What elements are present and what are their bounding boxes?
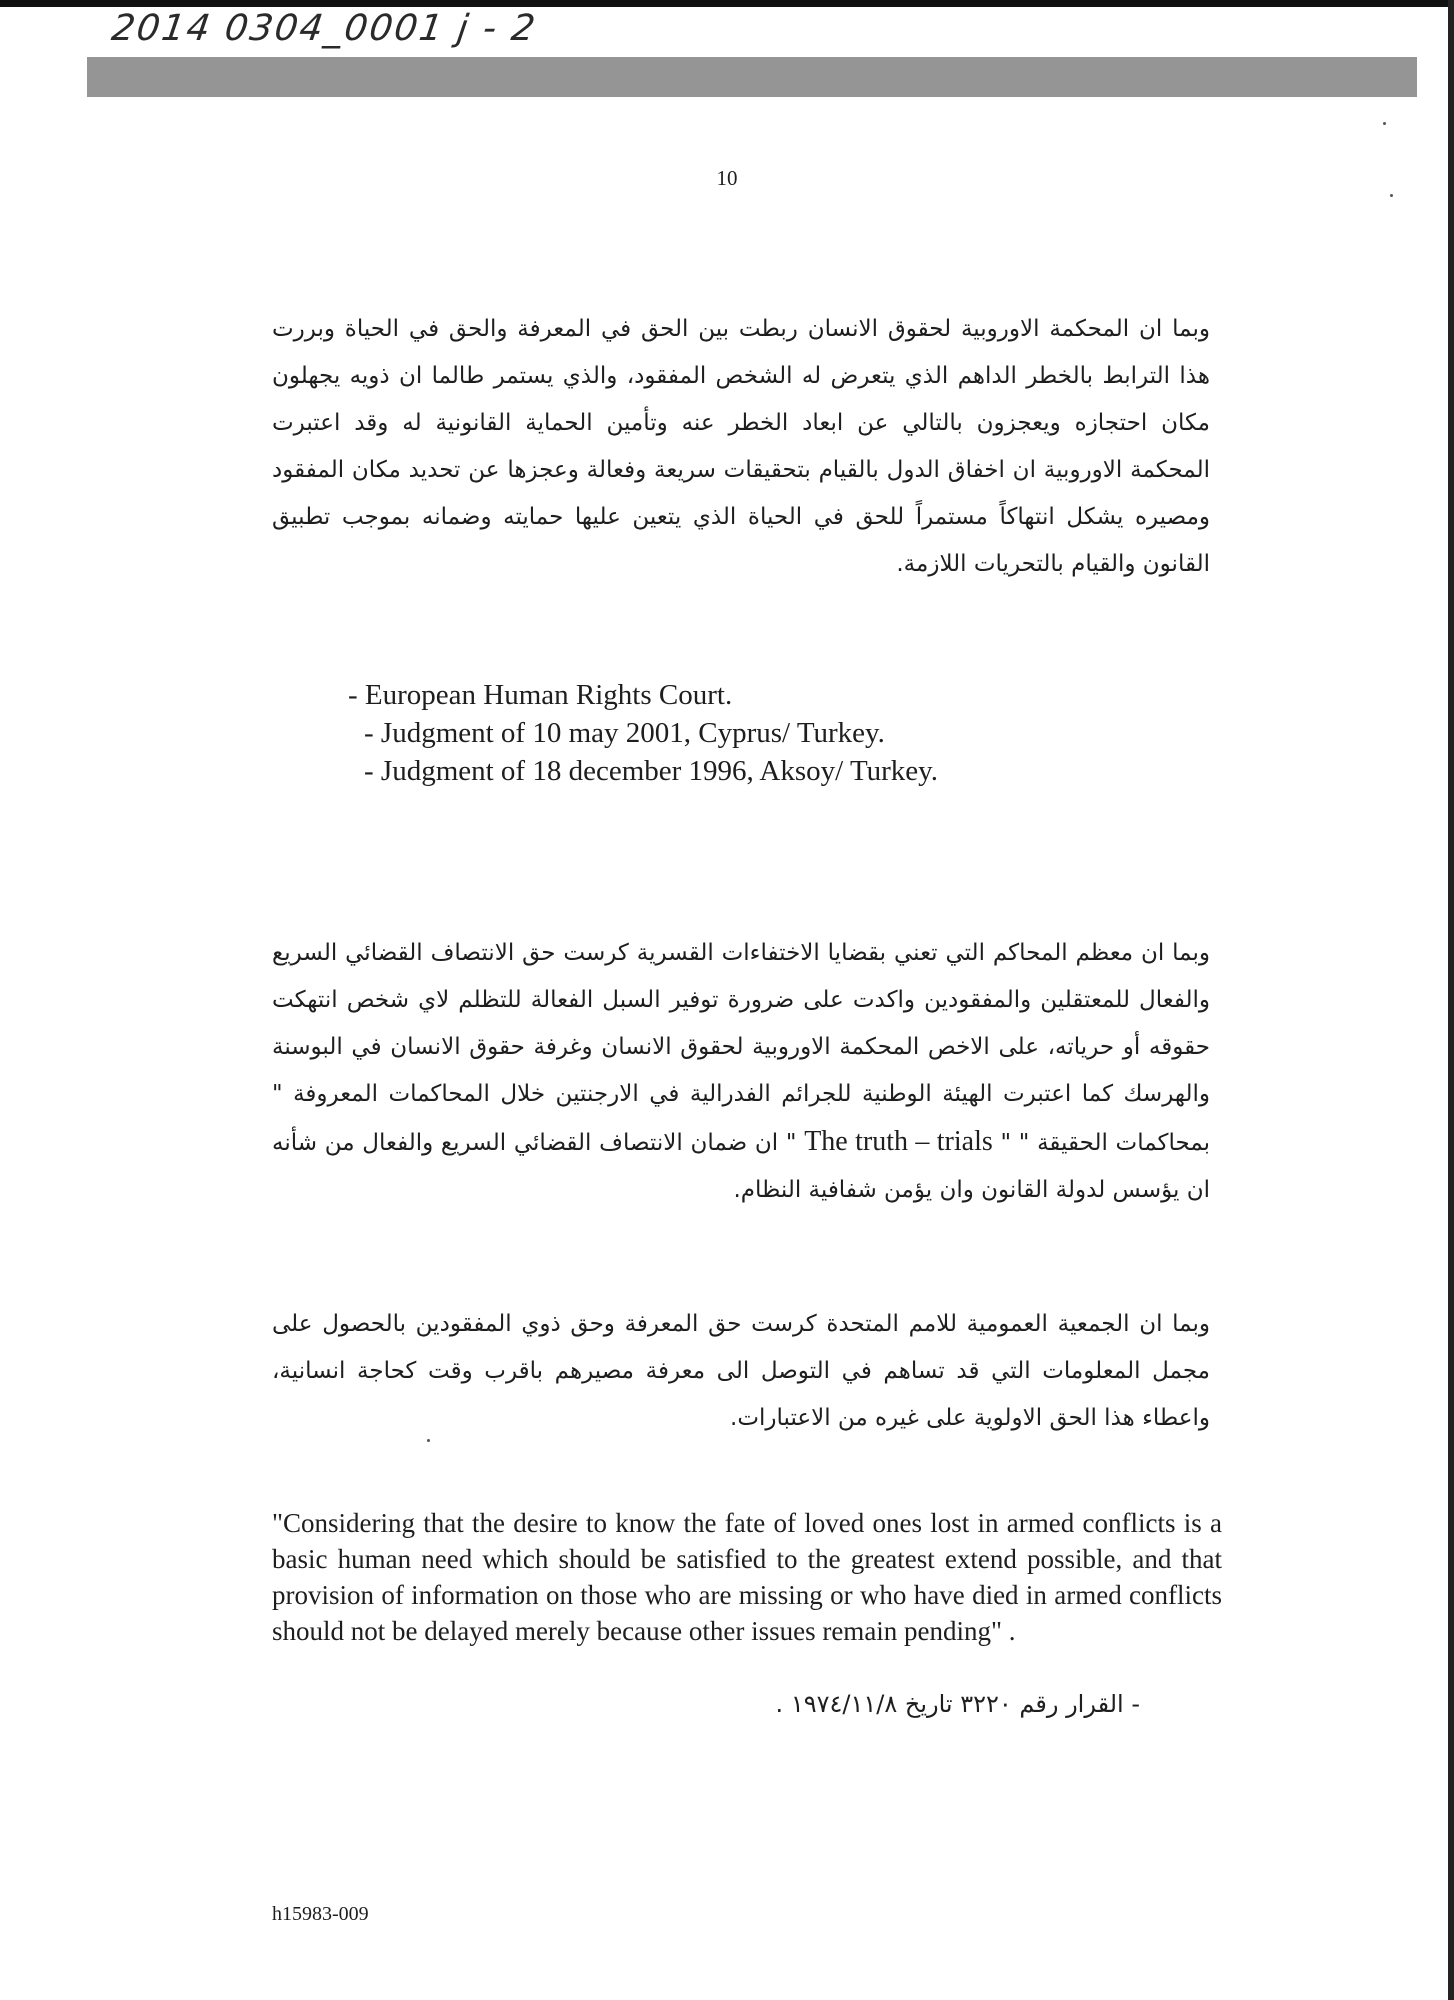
truth-trials-english: The truth – trials — [804, 1126, 993, 1157]
reference-item: - European Human Rights Court. — [348, 679, 733, 711]
scan-right-border — [1448, 0, 1454, 2000]
arabic-paragraph-2 — [272, 930, 1210, 1214]
arabic-paragraph-3: وبما ان الجمعية العمومية للامم المتحدة كرست حق المعرفة وحق ذوي المفقودين بالحصول على مجمل المعلومات التي قد تساهم في التوصل الى معرفة مصيرهم باقرب وقت كحاجة انسانية، واعطاء هذا الحق الاولوية على غيره من الاعتبارات. — [272, 1311, 1210, 1431]
resolution-reference: - القرار رقم ٣٢٢٠ تاريخ ١٩٧٤/١١/٨ . — [775, 1690, 1140, 1718]
arabic-paragraph-1: وبما ان المحكمة الاوروبية لحقوق الانسان ربطت بين الحق في المعرفة والحق في الحياة وبررت هذا الترابط بالخطر الداهم الذي يتعرض له الشخص المفقود، والذي يستمر طالما ان ذويه يجهلون مكان احتجازه ويعجزون بالتالي عن ابعاد الخطر عنه وتأمين الحماية القانونية له وقد اعتبرت المحكمة الاوروبية ان اخفاق الدول بالقيام بتحقيقات سريعة وفعالة وعجزها عن تحديد مكان المفقود ومصيره يشكل انتهاكاً مستمراً للحق في الحياة الذي يتعين عليها حمايته وضمانه بموجب تطبيق القانون والقيام بالتحريات اللازمة. — [272, 316, 1210, 577]
document-id: h15983-009 — [272, 1903, 369, 1925]
arabic-paragraph-2-part1: وبما ان معظم المحاكم التي تعني بقضايا الاختفاءات القسرية كرست حق الانتصاف القضائي السريع والفعال للمعتقلين والمفقودين واكدت على ضرورة توفير السبل الفعالة للتظلم لاي شخص انتهكت حقوقه أو حرياته، على الاخص المحكمة الاوروبية لحقوق الانسان وغرفة حقوق الانسان في البوسنة والهرسك كما اعتبرت الهيئة الوطنية للجرائم الفدرالية في الارجنتين خلال المحاكمات المعروفة " بمحاكمات الحقيقة " " — [272, 940, 1211, 1156]
page-number: 10 — [716, 166, 738, 190]
arabic-paragraph-2-part2: " ان ضمان الانتصاف القضائي السريع والفعال من شأنه ان يؤسس لدولة القانون وان يؤمن شفافية النظام. — [272, 1130, 1210, 1203]
handwritten-reference-number: 2014 0304_0001 j - 2 — [109, 8, 540, 49]
scan-speck — [1383, 122, 1386, 125]
english-quote: "Considering that the desire to know the fate of loved ones lost in armed conflicts is a basic human need which should be satisfied to the greatest extend possible, and that provision of information on those who are missing or who have died in armed conflicts should not be delayed merely because other issues remain pending" . — [272, 1508, 1222, 1646]
scan-speck — [427, 1439, 430, 1442]
scan-top-border — [0, 0, 1454, 7]
scan-gray-band — [87, 57, 1417, 97]
reference-item: - Judgment of 10 may 2001, Cyprus/ Turkey. — [364, 717, 885, 749]
scan-speck — [1390, 194, 1393, 197]
reference-item: - Judgment of 18 december 1996, Aksoy/ Turkey. — [364, 755, 939, 787]
references-list — [348, 676, 938, 790]
